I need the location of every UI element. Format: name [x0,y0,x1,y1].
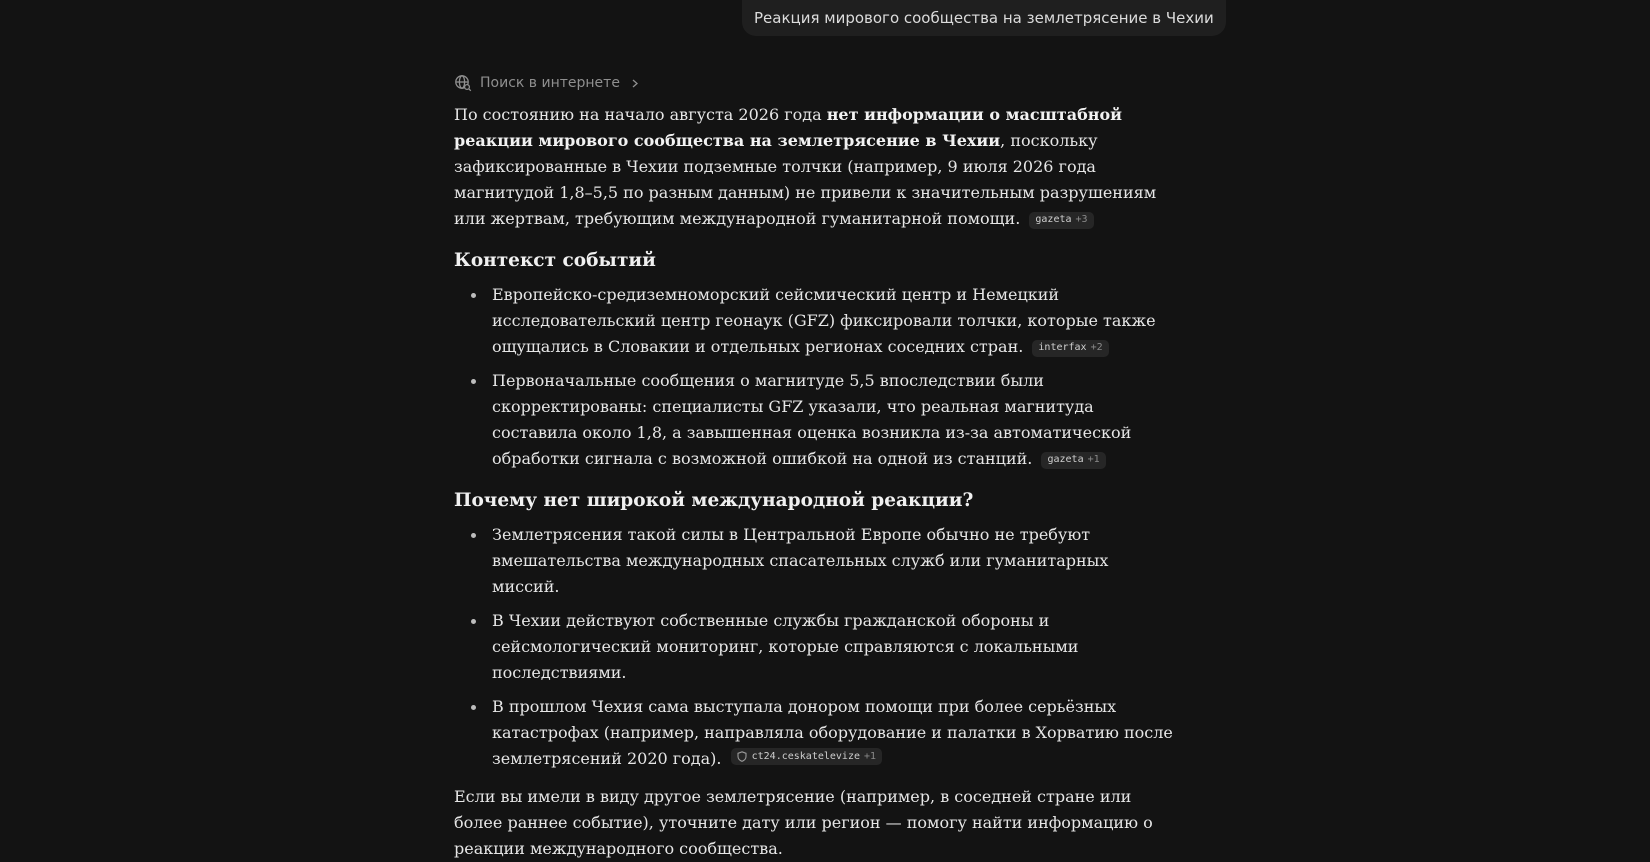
intro-paragraph [454,102,1174,232]
section-heading-context: Контекст событий [454,250,656,271]
source-more-count: +1 [1087,454,1100,465]
list-item-text: Землетрясения такой силы в Центральной Европе обычно не требуют вмешательства международных спасательных служб или гуманитарных миссий. [492,525,1109,596]
shield-icon [737,751,747,762]
list-item [454,368,1174,472]
intro-text-end: , поскольку зафиксированные в Чехии подземные толчки (например, 9 июля 2026 года магнитудой 1,8–5,5 по разным данным) не привели к значительным разрушениям или жертвам, требующим международной гуманитарной помощи. [454,131,1157,228]
reasons-list [454,522,1174,772]
list-item [454,522,1174,600]
source-name: interfax [1038,342,1087,353]
assistant-response [454,74,1174,862]
outro-paragraph: Если вы имели в виду другое землетрясение (например, в соседней стране или более раннее событие), уточните дату или регион — помогу найти информацию о реакции международного сообщества. [454,787,1153,858]
source-chip[interactable] [1029,212,1093,229]
source-chip[interactable] [1041,452,1105,469]
section-heading-why: Почему нет широкой международной реакции? [454,490,974,511]
web-search-toggle[interactable] [454,74,1174,92]
list-item-text: Европейско-средиземноморский сейсмический центр и Немецкий исследовательский центр геонаук (GFZ) фиксировали толчки, которые также ощущались в Словакии и отдельных регионах соседних стран. [492,285,1156,356]
list-item-text: В Чехии действуют собственные службы гражданской обороны и сейсмологический мониторинг, которые справляются с локальными последствиями. [492,611,1079,682]
user-message-bubble [742,0,1226,36]
source-more-count: +1 [863,750,877,762]
context-list [454,282,1174,472]
chevron-right-icon [630,79,639,88]
list-item [454,608,1174,686]
intro-text-start: По состоянию на начало августа 2026 года [454,105,827,124]
list-item-text: В прошлом Чехия сама выступала донором помощи при более серьёзных катастрофах (например, направляла оборудование и палатки в Хорватию после землетрясений 2020 года). [492,697,1173,768]
source-name: ct24.ceskatelevize [751,750,860,762]
list-item-text: Первоначальные сообщения о магнитуде 5,5 впоследствии были скорректированы: специалисты GFZ указали, что реальная магнитуда составила около 1,8, а завышенная оценка возникла из-за автоматической обработки сигнала с возможной ошибкой на одной из станций. [492,371,1132,468]
source-chip[interactable] [1032,340,1108,357]
intro-bold-text: нет информации о масштабной реакции мирового сообщества на землетрясение в Чехии [454,105,1122,150]
list-item [454,282,1174,360]
source-name: gazeta [1047,454,1084,465]
source-more-count: +3 [1075,214,1088,225]
user-message-text: Реакция мирового сообщества на землетрясение в Чехии [754,9,1214,27]
source-chip[interactable] [731,748,882,765]
source-more-count: +2 [1090,342,1103,353]
list-item [454,694,1174,772]
source-name: gazeta [1035,214,1072,225]
globe-search-icon [454,74,472,92]
web-search-label: Поиск в интернете [480,75,620,91]
